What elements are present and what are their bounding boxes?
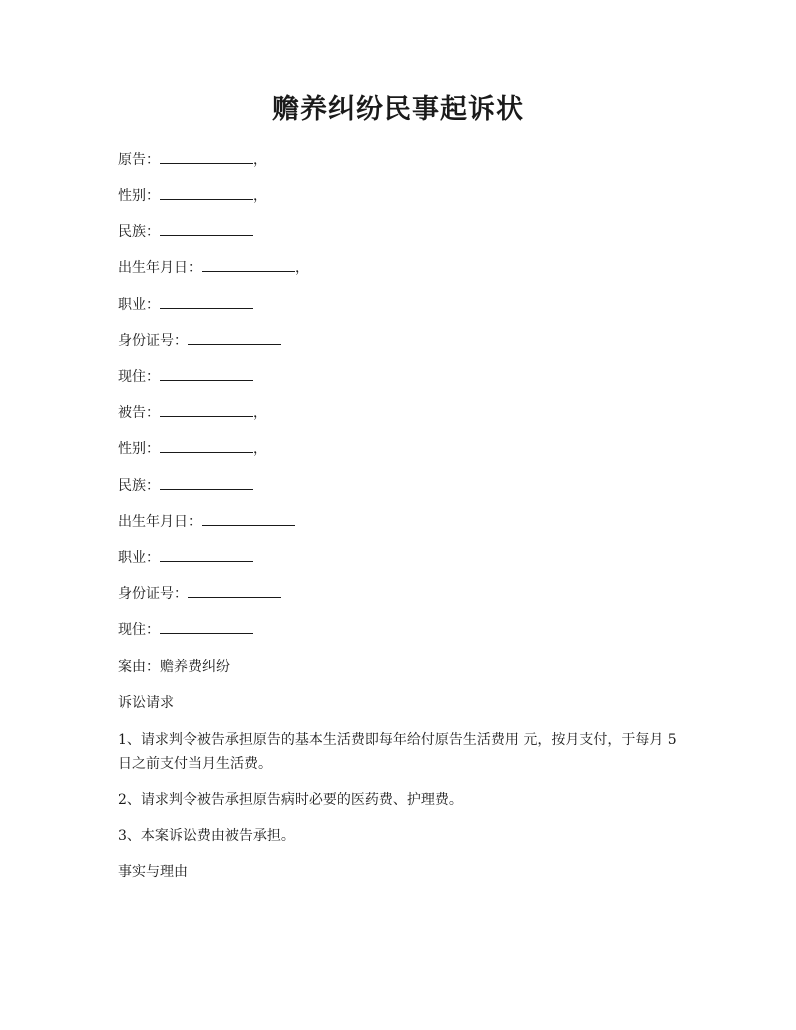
defendant-ethnicity-line xyxy=(118,475,253,497)
plaintiff-name-label: 原告： xyxy=(118,152,160,168)
defendant-birthdate-label: 出生年月日： xyxy=(118,514,202,530)
defendant-occupation-line xyxy=(118,547,253,569)
plaintiff-name-blank xyxy=(160,149,253,164)
defendant-birthdate-blank xyxy=(202,511,295,526)
defendant-name-suffix: ， xyxy=(253,405,267,421)
defendant-gender-label: 性别： xyxy=(118,441,160,457)
defendant-id-label: 身份证号： xyxy=(118,586,188,602)
plaintiff-name-suffix: ， xyxy=(253,152,267,168)
defendant-id-line xyxy=(118,583,281,605)
plaintiff-birthdate-blank xyxy=(202,257,295,272)
defendant-id-blank xyxy=(188,583,281,598)
defendant-gender-blank xyxy=(160,438,253,453)
case-cause: 案由：赡养费纠纷 xyxy=(118,659,230,675)
defendant-ethnicity-blank xyxy=(160,475,253,490)
defendant-ethnicity-label: 民族： xyxy=(118,478,160,494)
claim-item-3: 3、本案诉讼费由被告承担。 xyxy=(118,828,295,844)
defendant-occupation-blank xyxy=(160,547,253,562)
defendant-name-blank xyxy=(160,402,253,417)
plaintiff-occupation-label: 职业： xyxy=(118,297,160,313)
plaintiff-birthdate-label: 出生年月日： xyxy=(118,260,202,276)
plaintiff-gender-suffix: ， xyxy=(253,188,267,204)
plaintiff-occupation-blank xyxy=(160,294,253,309)
plaintiff-gender-line xyxy=(118,185,267,207)
plaintiff-ethnicity-label: 民族： xyxy=(118,224,160,240)
plaintiff-occupation-line xyxy=(118,294,253,316)
plaintiff-name-line xyxy=(118,149,267,171)
defendant-residence-label: 现住： xyxy=(118,622,160,638)
plaintiff-gender-label: 性别： xyxy=(118,188,160,204)
plaintiff-id-blank xyxy=(188,330,281,345)
defendant-residence-blank xyxy=(160,619,253,634)
claims-heading: 诉讼请求 xyxy=(118,695,174,711)
plaintiff-birthdate-line xyxy=(118,257,309,279)
defendant-gender-line xyxy=(118,438,267,460)
plaintiff-birthdate-suffix: ， xyxy=(295,260,309,276)
facts-heading: 事实与理由 xyxy=(118,864,188,880)
plaintiff-gender-blank xyxy=(160,185,253,200)
document-title: 赡养纠纷民事起诉状 xyxy=(272,94,524,125)
plaintiff-id-line xyxy=(118,330,281,352)
defendant-occupation-label: 职业： xyxy=(118,550,160,566)
defendant-gender-suffix: ， xyxy=(253,441,267,457)
claim-item-2: 2、请求判令被告承担原告病时必要的医药费、护理费。 xyxy=(118,792,463,808)
plaintiff-id-label: 身份证号： xyxy=(118,333,188,349)
defendant-name-line xyxy=(118,402,267,424)
defendant-name-label: 被告： xyxy=(118,405,160,421)
plaintiff-residence-line xyxy=(118,366,253,388)
plaintiff-ethnicity-line xyxy=(118,221,253,243)
claim-item-1: 1、请求判令被告承担原告的基本生活费即每年给付原告生活费用 元，按月支付，于每月 5 日之前支付当月生活费。 xyxy=(118,732,677,772)
plaintiff-residence-blank xyxy=(160,366,253,381)
plaintiff-ethnicity-blank xyxy=(160,221,253,236)
defendant-birthdate-line xyxy=(118,511,295,533)
plaintiff-residence-label: 现住： xyxy=(118,369,160,385)
defendant-residence-line xyxy=(118,619,253,641)
